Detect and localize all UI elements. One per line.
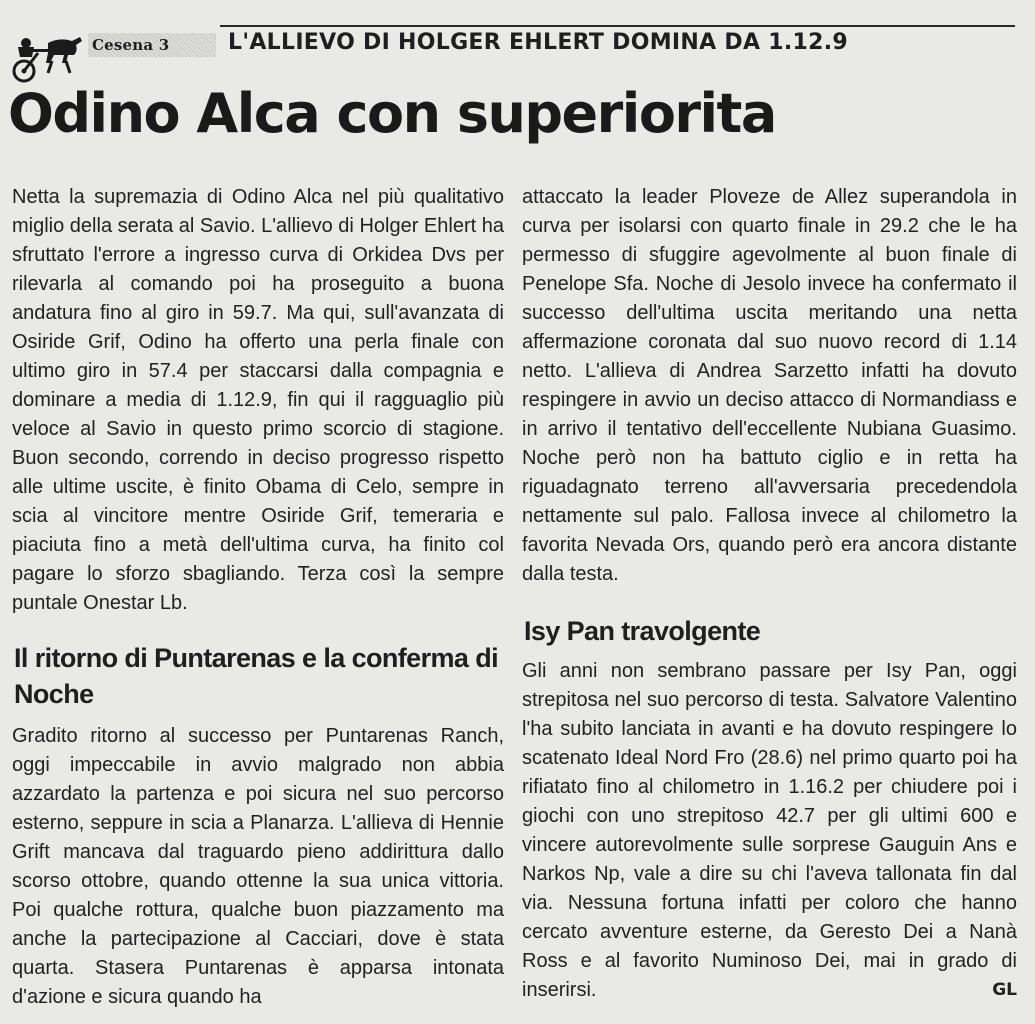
top-rule <box>220 25 1015 27</box>
body-paragraph-isy-pan: Gli anni non sembrano passare per Isy Pan, oggi strepitosa nel suo percorso di testa. Salvatore Valentino l'ha subito lanciata in avanti e ha dovuto respingere lo scatenato Ideal Nord Fro (28.6) nel primo quarto poi ha rifiatato fino al chilometro in 1.16.2 per chiudere poi i giochi con uno strepitoso 42.7 per gli ultimi 600 e vincere autorevolmente sulle sorprese Gauguin Ans e Narkos Np, vale a dire su chi l'aveva tallonata fin dal via. Nessuna fortuna infatti per coloro che hanno cercato avventure esterne, da Geresto Dei a Nanà Ross e al favorito Numinoso Dei, mai in grado di inserirsi. <box>522 660 1017 1001</box>
section-label: Cesena 3 <box>92 36 170 54</box>
harness-racing-sulky-icon <box>8 33 86 83</box>
right-column <box>522 183 1017 1005</box>
body-paragraph-puntarenas: Gradito ritorno al successo per Puntarenas Ranch, oggi impeccabile in avvio malgrado non abbia azzardato la partenza e poi sicura nel suo percorso esterno, seppure in scia a Planarza. L'allieva di Hennie Grift mancava dal traguardo pieno addirittura dallo scorso ottobre, quando ottenne la sua unica vittoria. Poi qualche rottura, qualche buon piazzamento ma anche la partecipazione al Cacciari, dove è stata quarta. Stasera Puntarenas è apparsa intonata d'azione e sicura quando ha <box>12 725 504 1008</box>
headline: Odino Alca con superiorita <box>8 82 776 145</box>
overline: L'ALLIEVO DI HOLGER EHLERT DOMINA DA 1.12.9 <box>228 30 848 55</box>
final-paragraph-wrap <box>522 657 1017 1005</box>
continuation-paragraph: attaccato la leader Ploveze de Allez superandola in curva per isolarsi con quarto finale in 29.2 che le ha permesso di sfuggire agevolmente al buon finale di Penelope Sfa. Noche di Jesolo invece ha confermato il successo dell'ultima uscita meritando una netta affermazione coronata dal suo nuovo record di 1.14 netto. L'allieva di Andrea Sarzetto infatti ha dovuto respingere in avvio un deciso attacco di Normandiass e in arrivo il tentativo dell'eccellente Nubiana Guasimo. Noche però non ha battuto ciglio e in retta ha riguadagnato terreno all'avversaria precedendola nettamente sul palo. Fallosa invece al chilometro la favorita Nevada Ors, quando però era ancora distante dalla testa. <box>522 186 1017 585</box>
subhead-puntarenas: Il ritorno di Puntarenas e la conferma di Noche <box>14 643 499 709</box>
intro-paragraph: Netta la supremazia di Odino Alca nel più qualitativo miglio della serata al Savio. L'allievo di Holger Ehlert ha sfruttato l'errore a ingresso curva di Orkidea Dvs per rilevarla al comando poi ha proseguito a buona andatura fino al giro in 59.7. Ma qui, sull'avanzata di Osiride Grif, Odino ha offerto una perla finale con ultimo giro in 57.4 per staccarsi dalla compagnia e dominare a media di 1.12.9, fin qui il ragguaglio più veloce al Savio in questo primo scorcio di stagione. Buon secondo, correndo in deciso progresso rispetto alle ultime uscite, è finito Obama di Celo, sempre in scia al vincitore mentre Osiride Grif, temeraria e piaciuta fino a metà dell'ultima curva, ha finito col pagare lo sforzo sbagliando. Terza così la sempre puntale Onestar Lb. <box>12 186 504 614</box>
left-column <box>12 183 504 1012</box>
subhead-isy-pan: Isy Pan travolgente <box>524 616 761 646</box>
author-signature: GL <box>992 980 1017 1000</box>
